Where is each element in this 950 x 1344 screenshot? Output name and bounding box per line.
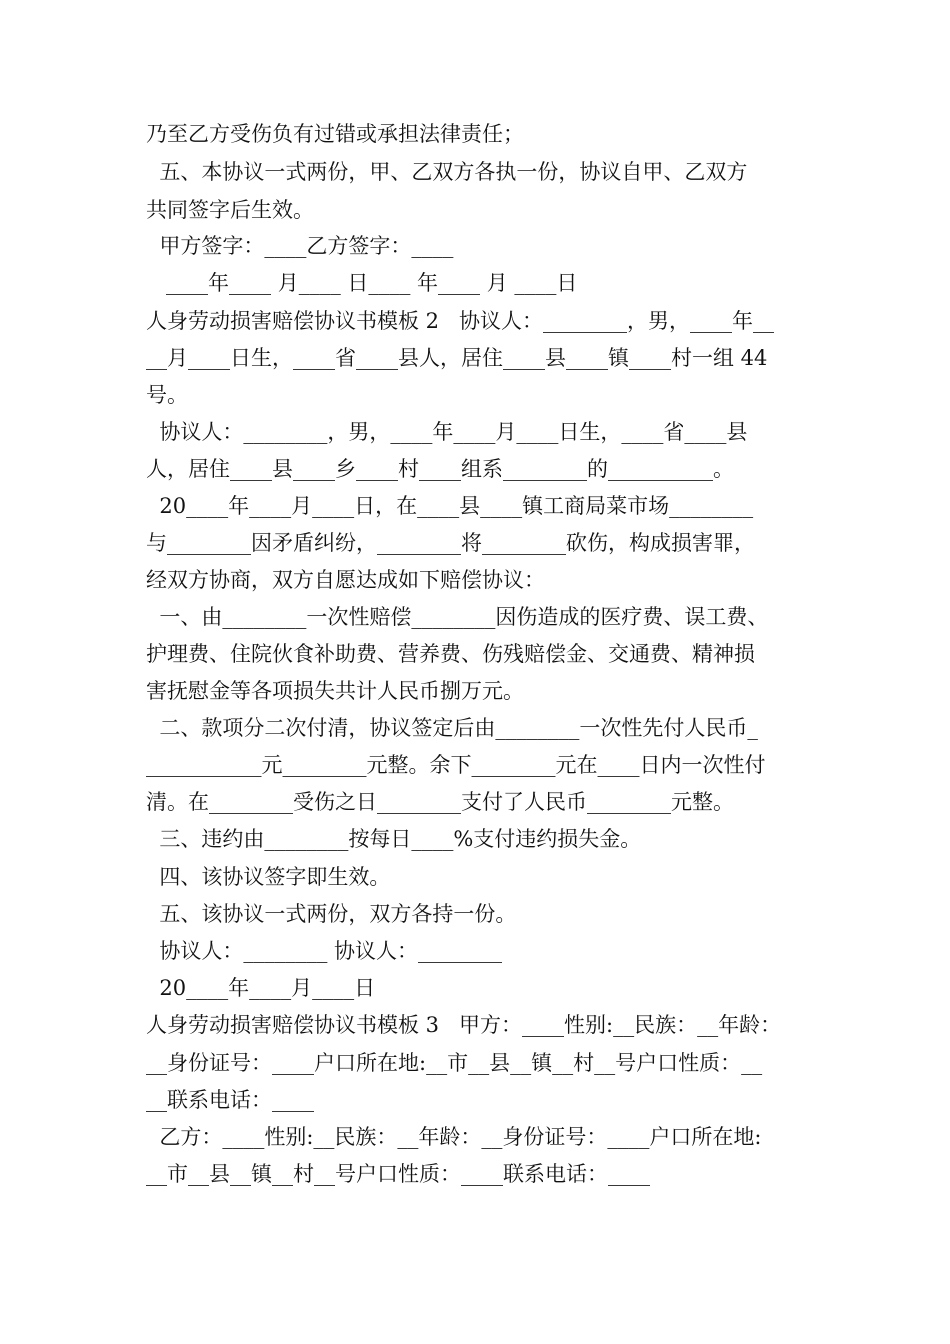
date-line: 20____年____月____日 bbox=[146, 976, 376, 1000]
section-heading-template-2: 人身劳动损害赔偿协议书模板 2 协议人：________，男，____年__ bbox=[146, 309, 775, 333]
section-heading-template-3: 人身劳动损害赔偿协议书模板 3 甲方：____性别:__民族：__年龄： bbox=[146, 1013, 782, 1037]
text-line: 号。 bbox=[146, 383, 188, 407]
text-line: 乃至乙方受伤负有过错或承担法律责任； bbox=[146, 122, 524, 146]
date-line: ____年____ 月____ 日____ 年____ 月 ____日 bbox=[146, 271, 578, 295]
text-line: ___________元________元整。余下________元在____日内一次性付 bbox=[146, 753, 766, 777]
text-line: 协议人：________，男，____年____月____日生，____省____县 bbox=[146, 420, 748, 444]
clause-two: 二、款项分二次付清，协议签定后由________一次性先付人民币_ bbox=[146, 716, 758, 740]
text-line: 与________因矛盾纠纷，________将________砍伤，构成损害罪， bbox=[146, 531, 755, 555]
text-line: 共同签字后生效。 bbox=[146, 198, 314, 222]
text-line: 人，居住____县____乡____村____组系________的__________。 bbox=[146, 457, 734, 481]
text-line: __联系电话：____ bbox=[146, 1088, 314, 1112]
text-line: 经双方协商，双方自愿达成如下赔偿协议： bbox=[146, 568, 545, 592]
text-line: 护理费、住院伙食补助费、营养费、伤残赔偿金、交通费、精神损 bbox=[146, 642, 755, 666]
text-line: 害抚慰金等各项损失共计人民币捌万元。 bbox=[146, 679, 524, 703]
clause-five: 五、该协议一式两份，双方各持一份。 bbox=[146, 902, 517, 926]
text-line: __月____日生，____省____县人，居住____县____镇____村一组 44 bbox=[146, 346, 768, 370]
text-line: __市__县__镇__村__号户口性质：____联系电话：____ bbox=[146, 1162, 650, 1186]
text-line: 乙方：____性别:__民族：__年龄：__身份证号：____户口所在地: bbox=[146, 1125, 762, 1149]
clause-three: 三、违约由________按每日____%支付违约损失金。 bbox=[146, 827, 642, 851]
signature-line: 甲方签字：____乙方签字：____ bbox=[146, 234, 454, 258]
text-line: 五、本协议一式两份，甲、乙双方各执一份，协议自甲、乙双方 bbox=[146, 160, 748, 184]
text-line: 清。在________受伤之日________支付了人民币________元整。 bbox=[146, 790, 734, 814]
clause-one: 一、由________一次性赔偿________因伤造成的医疗费、误工费、 bbox=[146, 605, 769, 629]
text-line: __身份证号：____户口所在地:__市__县__镇__村__号户口性质：__ bbox=[146, 1051, 763, 1075]
text-line: 20____年____月____日，在____县____镇工商局菜市场________ bbox=[146, 494, 754, 518]
signature-line: 协议人：________ 协议人：________ bbox=[146, 939, 503, 963]
clause-four: 四、该协议签字即生效。 bbox=[146, 865, 391, 889]
